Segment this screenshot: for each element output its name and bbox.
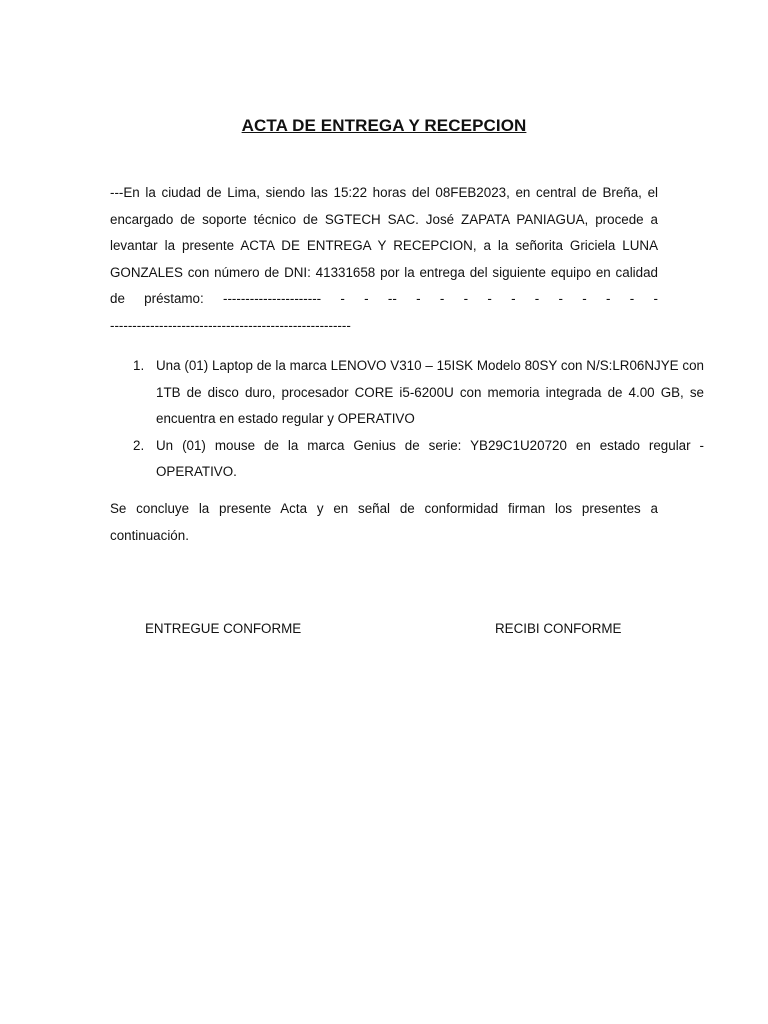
list-item: Una (01) Laptop de la marca LENOVO V310 – 15ISK Modelo 80SY con N/S:LR06NJYE con 1TB de disco duro, procesador CORE i5-6200U con memoria integrada de 4.00 GB, se encuentra en estado regular y OPERATIVO	[156, 358, 704, 426]
signature-label-delivered: ENTREGUE CONFORME	[145, 621, 302, 636]
intro-paragraph	[110, 180, 658, 339]
intro-text: ---En la ciudad de Lima, siendo las 15:22 horas del 08FEB2023, en central de Breña, el encargado de soporte técnico de SGTECH SAC. José ZAPATA PANIAGUA, procede a levantar la presente ACTA DE ENTREGA Y RECEPCION, a la señorita Griciela LUNA GONZALES con número de DNI: 41331658 por la entrega del siguiente equipo en calidad de préstamo: ---------------------- - - -- - - - - - - - - - - -	[110, 185, 658, 306]
document-title: ACTA DE ENTREGA Y RECEPCION	[241, 116, 527, 135]
closing-text: Se concluye la presente Acta y en señal de conformidad firman los presentes a continuación.	[110, 501, 658, 543]
list-item: Un (01) mouse de la marca Genius de serie: YB29C1U20720 en estado regular - OPERATIVO.	[156, 437, 704, 479]
intro-dash-line: ------------------------------------------------------	[110, 317, 351, 333]
equipment-list	[110, 353, 704, 486]
closing-paragraph	[110, 496, 658, 549]
signature-label-received: RECIBI CONFORME	[495, 621, 622, 636]
